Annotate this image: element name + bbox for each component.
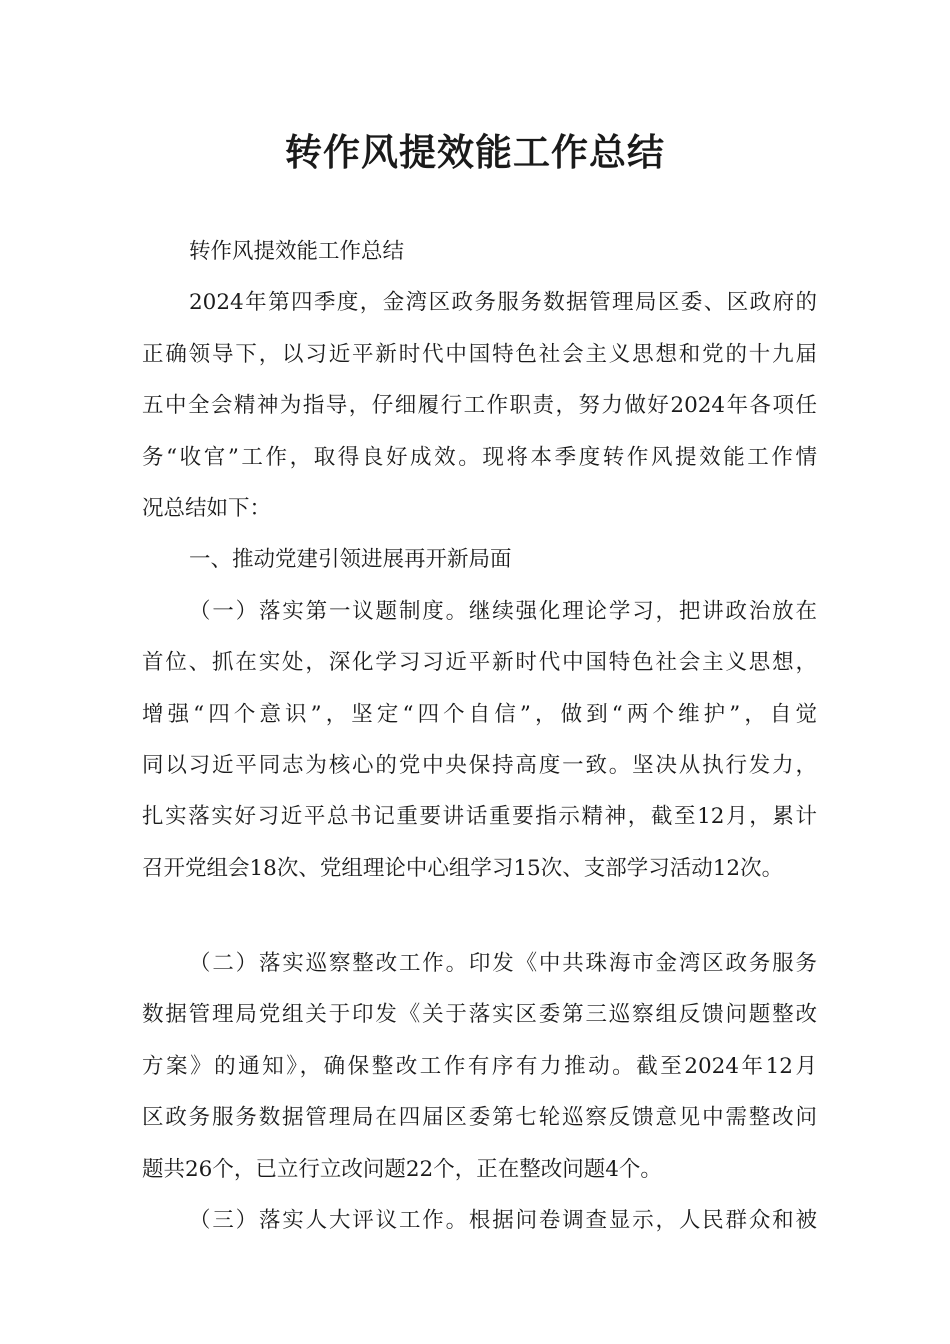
text-line: 区政务服务数据管理局在四届区委第七轮巡察反馈意见中需整改问 — [142, 1105, 817, 1131]
text-line: 增强“四个意识”，坚定“四个自信”，做到“两个维护”，自觉 — [142, 701, 817, 727]
text-line: 数据管理局党组关于印发《关于落实区委第三巡察组反馈问题整改 — [142, 1002, 817, 1028]
text-line: 况总结如下： — [142, 495, 272, 521]
text-line: 扎实落实好习近平总书记重要讲话重要指示精神，截至12月，累计 — [142, 804, 817, 830]
text-line: 一、推动党建引领进展再开新局面 — [189, 547, 512, 573]
document-body — [142, 232, 817, 1252]
text-line: （二）落实巡察整改工作。印发《中共珠海市金湾区政务服务 — [189, 951, 817, 977]
document-title: 转作风提效能工作总结 — [285, 131, 665, 174]
text-line: 题共26个，已立行立改问题22个，正在整改问题4个。 — [142, 1156, 662, 1182]
text-line: 同以习近平同志为核心的党中央保持高度一致。坚决从执行发力， — [142, 752, 817, 778]
text-line: 务“收官”工作，取得良好成效。现将本季度转作风提效能工作情 — [142, 444, 817, 470]
text-line: 五中全会精神为指导，仔细履行工作职责，努力做好2024年各项任 — [142, 393, 817, 419]
text-line: 转作风提效能工作总结 — [189, 239, 405, 264]
paragraph-gap — [142, 900, 817, 944]
text-line: （一）落实第一议题制度。继续强化理论学习，把讲政治放在 — [189, 598, 817, 624]
text-line: （三）落实人大评议工作。根据问卷调查显示，人民群众和被 — [189, 1208, 817, 1234]
text-line: 方案》的通知》，确保整改工作有序有力推动。截至2024年12月 — [142, 1053, 817, 1079]
text-line: 2024年第四季度，金湾区政务服务数据管理局区委、区政府的 — [189, 290, 817, 316]
text-line: 正确领导下，以习近平新时代中国特色社会主义思想和党的十九届 — [142, 341, 817, 367]
text-line: 召开党组会18次、党组理论中心组学习15次、支部学习活动12次。 — [142, 855, 784, 881]
text-line: 首位、抓在实处，深化学习习近平新时代中国特色社会主义思想， — [142, 650, 817, 676]
